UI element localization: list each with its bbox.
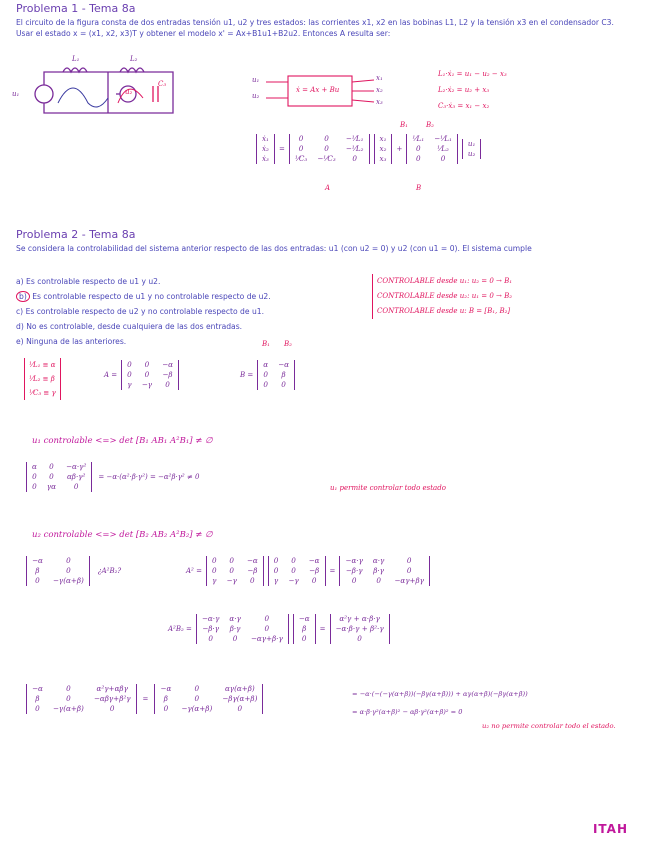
det4-result-2: = α·β·γ²(α+β)² − αβ·γ²(α+β)² = 0 xyxy=(352,708,463,716)
det4-matrix xyxy=(154,684,263,714)
option-d xyxy=(16,319,271,334)
ag31: γ xyxy=(127,380,132,389)
option-b xyxy=(16,289,271,304)
ab-23: 0 xyxy=(264,624,270,633)
bg32: 0 xyxy=(281,380,286,389)
label-B: B xyxy=(416,184,422,192)
block-output-x3: x₃ xyxy=(376,98,383,106)
bg21: 0 xyxy=(263,370,268,379)
circuit-diagram xyxy=(8,55,193,122)
a11: 0 xyxy=(298,134,304,143)
ab-31: 0 xyxy=(208,634,213,643)
ab-22: β·γ xyxy=(229,624,241,633)
A2B2-result xyxy=(330,614,390,644)
d3-22: 0 xyxy=(66,694,71,703)
abv-1: −α xyxy=(298,614,310,623)
b12: −¹⁄L₁ xyxy=(434,134,452,143)
option-a xyxy=(16,274,271,289)
u-vector xyxy=(462,139,482,159)
definitions xyxy=(24,358,61,400)
a31: ¹⁄C₃ xyxy=(294,154,308,163)
matrix-B-greek xyxy=(240,360,295,390)
x-2: x₂ xyxy=(379,144,387,153)
d3-13: α²γ+αβγ xyxy=(96,684,128,693)
d4-31: 0 xyxy=(163,704,169,713)
ab-33: −αγ+β·γ xyxy=(250,634,283,643)
a2m2-13: −α xyxy=(308,556,320,565)
B1-brace-label: B₁ xyxy=(262,340,270,348)
A2-equals: = xyxy=(329,567,336,575)
circuit-wires xyxy=(8,58,193,122)
a2m2-11: 0 xyxy=(273,556,279,565)
block-output-x2: x₂ xyxy=(376,86,383,94)
d1-13: −α·γ² xyxy=(66,462,87,471)
option-d-letter: d) xyxy=(16,322,24,331)
def-beta: ¹⁄L₂ ≡ β xyxy=(29,375,55,383)
a2m1-11: 0 xyxy=(211,556,217,565)
block-input-u1: u₁ xyxy=(252,76,260,84)
matrix-A-greek xyxy=(104,360,179,390)
det1-row xyxy=(26,462,200,492)
a12: 0 xyxy=(324,134,329,143)
def-alpha: ¹⁄L₁ ≡ α xyxy=(29,361,56,369)
option-a-letter: a) xyxy=(16,277,24,286)
d4-33: 0 xyxy=(237,704,243,713)
a2m2-12: 0 xyxy=(291,556,296,565)
det1-note: u₁ permite controlar todo estado xyxy=(330,484,446,492)
ag22: 0 xyxy=(144,370,150,379)
A2-label: A² = xyxy=(186,567,202,575)
option-c-text: Es controlable respecto de u2 y no controlable respecto de u1. xyxy=(25,307,264,316)
d3-12: 0 xyxy=(66,684,71,693)
problem1-title: Problema 1 - Tema 8a xyxy=(16,2,136,15)
xdot-vector xyxy=(256,134,275,164)
d2-32: −γ(α+β) xyxy=(52,576,84,585)
equals-sign: = xyxy=(278,145,285,153)
option-d-text: No es controlable, desde cualquiera de las dos entradas. xyxy=(26,322,243,331)
equation-1: L₁·ẋ₁ = u₁ − u₂ − x₃ xyxy=(438,70,507,78)
ag12: 0 xyxy=(144,360,150,369)
x-vector xyxy=(374,134,393,164)
matrix-A xyxy=(289,134,370,164)
A2-m1 xyxy=(206,556,264,586)
abv-2: β xyxy=(302,624,307,633)
state-space-equation xyxy=(256,134,481,164)
ab-13: 0 xyxy=(264,614,270,623)
equation-3: C₃·ẋ₃ = x₁ − x₂ xyxy=(438,102,490,110)
a33: 0 xyxy=(352,154,357,163)
A2B2-label: A²B₂ = xyxy=(168,625,192,633)
problem2-title: Problema 2 - Tema 8a xyxy=(16,228,136,241)
a2m2-33: 0 xyxy=(311,576,317,585)
d4-12: 0 xyxy=(194,684,200,693)
det3-equals: = xyxy=(142,695,149,703)
a13: −¹⁄L₁ xyxy=(345,134,364,143)
options-list xyxy=(16,274,271,349)
a2r-13: 0 xyxy=(406,556,412,565)
d1-33: 0 xyxy=(73,482,79,491)
problem2-text: Se considera la controlabilidad del sistema anterior respecto de las dos entradas: u1 (con u2 = 0) y u2 (con u1 = 0). El sistema cumple xyxy=(16,244,532,253)
d4-21: β xyxy=(163,694,168,703)
a21: 0 xyxy=(298,144,304,153)
a2m1-12: 0 xyxy=(229,556,234,565)
a2m2-32: −γ xyxy=(288,576,299,585)
a2m1-31: γ xyxy=(212,576,217,585)
xdot-2: ẋ₂ xyxy=(262,144,269,153)
u2-controllability-title: u₂ controlable <=> det [B₂ AB₂ A²B₂] ≠ ∅ xyxy=(32,530,213,540)
u-1: u₁ xyxy=(467,139,476,148)
option-a-text: Es controlable respecto de u1 y u2. xyxy=(26,277,161,286)
a2r-21: −β·γ xyxy=(345,566,363,575)
d4-11: −α xyxy=(160,684,172,693)
label-A: A xyxy=(325,184,331,192)
abr-2: −α·β·γ + β²·γ xyxy=(335,624,384,633)
a2m2-22: 0 xyxy=(291,566,296,575)
a2r-11: −α·γ xyxy=(345,556,363,565)
b21: 0 xyxy=(415,144,421,153)
def-gamma: ¹⁄C₃ ≡ γ xyxy=(29,389,56,397)
B-greek-table xyxy=(257,360,295,390)
circuit-L2: L₂ xyxy=(130,55,138,63)
b22: ¹⁄L₂ xyxy=(437,144,449,153)
bg22: β xyxy=(281,370,286,379)
a2m1-23: −β xyxy=(247,566,258,575)
abv-3: 0 xyxy=(301,634,307,643)
x-1: x₁ xyxy=(379,134,387,143)
det2-partial-row xyxy=(26,556,121,586)
option-b-text: Es controlable respecto de u1 y no controlable respecto de u2. xyxy=(32,292,271,301)
d3-21: β xyxy=(35,694,40,703)
a2r-12: α·γ xyxy=(372,556,385,565)
option-e-text: Ninguna de las anteriores. xyxy=(26,337,127,346)
d3-31: 0 xyxy=(35,704,40,713)
option-c xyxy=(16,304,271,319)
a2m1-22: 0 xyxy=(229,566,234,575)
block-content: ẋ = Ax + Bu xyxy=(296,86,340,94)
abr-1: α²γ + α·β·γ xyxy=(339,614,380,623)
block-diagram xyxy=(252,74,392,110)
controllability-notes xyxy=(372,274,512,319)
ag13: −α xyxy=(162,360,173,369)
d2-21: β xyxy=(35,566,40,575)
d3-11: −α xyxy=(32,684,43,693)
d4-22: 0 xyxy=(194,694,200,703)
d2-12: 0 xyxy=(66,556,71,565)
A-greek-table xyxy=(121,360,179,390)
abr-3: 0 xyxy=(357,634,362,643)
d3-32: −γ(α+β) xyxy=(52,704,84,713)
d1-11: α xyxy=(32,462,37,471)
A2B2-equals: = xyxy=(319,625,326,633)
problem1-text: El circuito de la figura consta de dos entradas tensión u1, u2 y tres estados: las corrientes x1, x2 en las bobinas L1, L2 y la tensión x3 en el condensador C3. Usar el estado x = (x1, x2, x3)T y obtener el modelo x' = Ax+B1u1+B2u2. Entonces A resulta ser: xyxy=(16,18,614,38)
circuit-L1: L₁ xyxy=(72,55,80,63)
d1-31: 0 xyxy=(32,482,37,491)
B-greek-label: B = xyxy=(240,371,254,379)
u-2: u₂ xyxy=(467,149,476,158)
d1-12: 0 xyxy=(49,462,54,471)
ab-11: −α·γ xyxy=(201,614,220,623)
bg31: 0 xyxy=(263,380,268,389)
option-b-letter: b) xyxy=(16,291,30,302)
a2m2-23: −β xyxy=(309,566,320,575)
A2-row xyxy=(186,556,430,586)
ag11: 0 xyxy=(127,360,132,369)
det3-matrix xyxy=(26,684,137,714)
a2m1-13: −α xyxy=(246,556,258,565)
d4-23: −βγ(α+β) xyxy=(222,694,258,703)
ab-32: 0 xyxy=(232,634,238,643)
label-B1: B₁ xyxy=(400,121,408,129)
B2-brace-label: B₂ xyxy=(284,340,292,348)
note-u: CONTROLABLE desde u: B = [B₁, B₂] xyxy=(377,307,511,315)
model-equations xyxy=(438,66,507,114)
det4-note: u₂ no permite controlar todo el estado. xyxy=(482,722,616,730)
xdot-3: ẋ₃ xyxy=(262,154,269,163)
d1-23: αβ·γ² xyxy=(66,472,86,481)
a2r-33: −αγ+βγ xyxy=(394,576,424,585)
bg11: α xyxy=(263,360,269,369)
a2m2-21: 0 xyxy=(273,566,279,575)
a2r-23: 0 xyxy=(406,566,412,575)
a2r-32: 0 xyxy=(376,576,381,585)
itah-logo: ITAH xyxy=(592,822,628,836)
note-u1: CONTROLABLE desde u₁: u₂ = 0 → B₁ xyxy=(377,277,513,285)
circuit-u1: u₁ xyxy=(12,90,20,98)
option-e-letter: e) xyxy=(16,337,24,346)
ag33: 0 xyxy=(165,380,170,389)
d3-33: 0 xyxy=(109,704,115,713)
A2-m2 xyxy=(268,556,326,586)
equation-2: L₂·ẋ₂ = u₂ + x₃ xyxy=(438,86,490,94)
A2B2-m1 xyxy=(196,614,289,644)
A2B2-vector xyxy=(293,614,316,644)
block-input-u2: u₂ xyxy=(252,92,260,100)
block-output-x1: x₁ xyxy=(376,74,383,82)
final-det-row xyxy=(26,684,263,714)
note-u2: CONTROLABLE desde u₂: u₁ = 0 → B₂ xyxy=(377,292,513,300)
x-3: x₃ xyxy=(379,154,387,163)
det4-result-1: = −α·(−(−γ(α+β))(−βγ(α+β))) + αγ(α+β)(−βγ(α+β)) xyxy=(352,690,528,698)
d2-11: −α xyxy=(32,556,43,565)
det1-result: = −α·(α²·β·γ²) = −α²β·γ² ≠ 0 xyxy=(98,473,200,481)
det2-question: ¿A²B₂? xyxy=(97,567,122,575)
label-B2: B₂ xyxy=(426,121,434,129)
a2r-22: β·γ xyxy=(373,566,384,575)
d4-13: αγ(α+β) xyxy=(224,684,255,693)
d2-22: 0 xyxy=(66,566,71,575)
bg12: −α xyxy=(278,360,289,369)
circuit-C3: C₃ xyxy=(158,80,167,88)
a2r-31: 0 xyxy=(351,576,357,585)
circuit-u2: u₂ xyxy=(125,88,133,96)
det2-partial-matrix xyxy=(26,556,90,586)
b32: 0 xyxy=(440,154,446,163)
d1-22: 0 xyxy=(49,472,54,481)
b31: 0 xyxy=(415,154,421,163)
a23: −¹⁄L₂ xyxy=(345,144,364,153)
ag23: −β xyxy=(162,370,173,379)
a2m1-32: −γ xyxy=(226,576,237,585)
u1-controllability-title: u₁ controlable <=> det [B₁ AB₁ A²B₁] ≠ ∅ xyxy=(32,436,213,446)
det1-matrix xyxy=(26,462,92,492)
a2m1-33: 0 xyxy=(250,576,255,585)
d4-32: −γ(α+β) xyxy=(181,704,213,713)
plus-sign: + xyxy=(396,145,403,153)
a2m2-31: γ xyxy=(273,576,279,585)
a22: 0 xyxy=(324,144,329,153)
ab-12: α·γ xyxy=(229,614,241,623)
option-e xyxy=(16,334,271,349)
a2m1-21: 0 xyxy=(211,566,217,575)
xdot-1: ẋ₁ xyxy=(262,134,269,143)
A2-result xyxy=(339,556,430,586)
d1-32: γα xyxy=(46,482,57,491)
a32: −¹⁄C₃ xyxy=(317,154,336,163)
A-greek-label: A = xyxy=(104,371,118,379)
ag32: −γ xyxy=(141,380,153,389)
A2B2-row xyxy=(168,614,390,644)
d1-21: 0 xyxy=(32,472,37,481)
option-c-letter: c) xyxy=(16,307,24,316)
b11: ¹⁄L₁ xyxy=(412,134,425,143)
d2-31: 0 xyxy=(35,576,40,585)
ag21: 0 xyxy=(127,370,132,379)
ab-21: −β·γ xyxy=(202,624,220,633)
matrix-B xyxy=(406,134,458,164)
d3-23: −αβγ+β²γ xyxy=(93,694,131,703)
